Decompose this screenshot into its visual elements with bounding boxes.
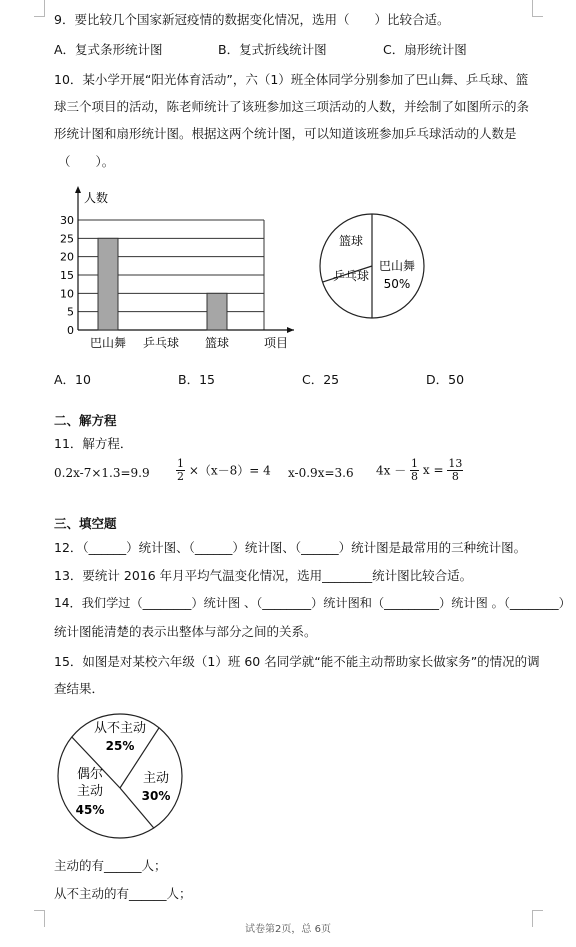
y-tick-label: 20 (60, 250, 74, 264)
equation-3: x-0.9x=3.6 (288, 466, 354, 480)
q10-option-d: D．50 (426, 372, 465, 387)
bar-chart-participants (50, 182, 310, 354)
pie-chart-housework (52, 708, 188, 844)
crop-mark-top-right (532, 0, 543, 17)
bar-巴山舞 (98, 238, 118, 330)
page-footer: 试卷第2页，总 6页 (245, 924, 331, 935)
slice-label: 巴山舞 (378, 259, 416, 273)
q9-option-c: C．扇形统计图 (383, 42, 467, 57)
question-10-line-4: （ ）。 (58, 154, 115, 169)
x-tick-label: 篮球 (204, 336, 230, 350)
y-tick-label: 5 (67, 305, 74, 319)
q15-answer-active: 主动的有______人； (54, 858, 167, 873)
slice-value-label: 30% (141, 789, 171, 803)
x-axis-arrow (287, 327, 294, 333)
question-9: 9．要比较几个国家新冠疫情的数据变化情况，选用（ ）比较合适。 (54, 12, 450, 27)
q10-option-c: C．25 (302, 372, 340, 387)
question-12: 12．（______）统计图、（______）统计图、（______）统计图是最常用的三种统计图。 (54, 540, 527, 555)
y-tick-label: 30 (60, 214, 74, 227)
question-14-line-2: 统计图能清楚的表示出整体与部分之间的关系。 (54, 624, 317, 639)
slice-label: 从不主动 (93, 721, 147, 736)
fraction-denominator: 8 (451, 469, 459, 483)
fraction-numerator: 1 (411, 457, 419, 470)
slice-label: 乒乓球 (332, 269, 370, 283)
equation-4 (376, 458, 463, 482)
x-tick-label: 巴山舞 (89, 336, 127, 350)
y-tick-label: 15 (60, 269, 74, 282)
fraction-denominator: 2 (177, 469, 184, 483)
y-tick-label: 25 (60, 232, 74, 246)
slice-label: 篮球 (338, 234, 364, 248)
y-tick-label: 10 (60, 287, 74, 301)
fraction-one-eighth (410, 458, 419, 482)
question-14-line-1: 14．我们学过（________）统计图 、（________）统计图和（_________）统计图 。（________） (54, 596, 571, 610)
equation-4-prefix: 4x － (376, 463, 407, 478)
question-15-line-2: 查结果． (54, 681, 105, 696)
y-axis-arrow (75, 186, 81, 193)
q9-option-b: B．复式折线统计图 (218, 42, 327, 57)
equation-4-middle: x = (422, 463, 444, 478)
equation-2-rest: ×（x－8）= 4 (188, 463, 271, 478)
slice-label: 主动 (142, 771, 170, 786)
q15-answer-never-active: 从不主动的有______人； (54, 886, 192, 901)
slice-label: 偶尔主动 (76, 767, 104, 799)
q10-option-a: A．10 (54, 372, 91, 387)
question-10-line-3: 形统计图和扇形统计图。根据这两个统计图，可以知道该班参加乒乓球活动的人数是 (54, 126, 517, 141)
crop-mark-top-left (34, 0, 45, 17)
fraction-numerator: 13 (448, 457, 463, 470)
pie-chart-activities (312, 206, 432, 326)
equation-1: 0.2x-7×1.3=9.9 (54, 466, 150, 480)
x-tick-label: 乒乓球 (142, 336, 180, 350)
q10-option-b: B．15 (178, 372, 215, 387)
y-axis-title: 人数 (84, 191, 109, 205)
question-10-line-2: 球三个项目的活动，陈老师统计了该班参加这三项活动的人数，并绘制了如图所示的条 (54, 99, 530, 114)
equation-2 (176, 458, 271, 482)
fraction-thirteen-eighths (447, 458, 463, 482)
question-15-line-1: 15．如图是对某校六年级（1）班 60 名同学就“能不能主动帮助家长做家务”的情况的调 (54, 654, 540, 669)
slice-value-label: 25% (105, 739, 135, 753)
q9-option-a: A．复式条形统计图 (54, 42, 163, 57)
slice-value-label: 50% (383, 277, 411, 291)
section-3-title: 三、填空题 (54, 516, 117, 531)
x-axis-title: 项目 (263, 336, 289, 350)
section-2-title: 二、解方程 (54, 413, 117, 428)
bar-篮球 (207, 293, 227, 330)
fraction-numerator: 1 (177, 457, 184, 470)
fraction-denominator: 8 (411, 469, 419, 483)
question-10-line-1: 10．某小学开展“阳光体育活动”，六（1）班全体同学分别参加了巴山舞、乒乓球、篮 (54, 72, 529, 87)
question-11: 11．解方程． (54, 436, 133, 451)
question-13: 13．要统计 2016 年月平均气温变化情况，选用________统计图比较合适。 (54, 568, 473, 583)
slice-value-label: 45% (75, 803, 105, 817)
fraction-one-half (176, 458, 185, 482)
y-tick-label: 0 (67, 324, 74, 337)
